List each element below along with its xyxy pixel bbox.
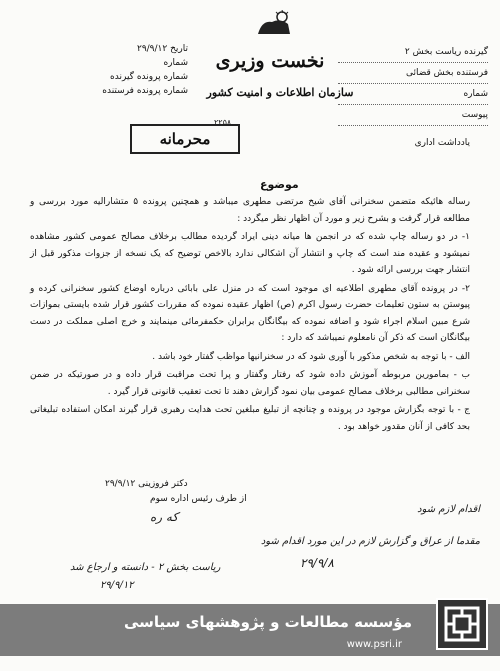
header-left-fields [18, 42, 188, 98]
paragraph-intro: رساله هائیکه متضمن سخنرانی آقای شیخ مرتضی مطهری میباشد و همچنین پرونده ۵ متشارالیه مورد بررسی و مطالعه قرار گرفت و بشرح زیر و مورد آن اظهار نظر میگردد : [30, 197, 470, 224]
stamp-number: ۲۲۵۸ [214, 118, 232, 127]
psri-logo-mark [438, 600, 486, 648]
sender-file-field: شماره پرونده فرستنده [102, 86, 188, 96]
date-field: تاریخ ۲۹/۹/۱۲ [136, 44, 188, 54]
receiver-file-field: شماره پرونده گیرنده [110, 72, 188, 82]
institute-name: مؤسسه مطالعات و پژوهشهای سیاسی [123, 613, 412, 631]
stamp-text: محرمانه [159, 130, 211, 148]
handwritten-note-top: اقدام لازم شود [417, 504, 480, 515]
document-body [30, 194, 470, 437]
handwritten-date-two: ۲۹/۹/۸ [300, 556, 334, 570]
organization-name: سازمان اطلاعات و امنیت کشور [206, 86, 354, 99]
institute-url[interactable]: www.psri.ir [346, 639, 402, 650]
paragraph-c: ج - با توجه بگزارش موجود در پرونده و چنانچه از تبلیغ مبلغین تحت هدایت رهبری قرار گیرند امکان استفاده تبلیغاتی بحد کافی از آنان مقدور خواهد بود . [30, 405, 470, 432]
signature-organization: از طرف رئیس اداره سوم [150, 494, 247, 504]
handwritten-note-main: مقدما از عراق و گزارش لازم در این مورد اقدام شود [260, 536, 480, 547]
paragraph-a: الف - با توجه به شخص مذکور با آوری شود که در سخنرانیها مواظب گفتار خود باشد . [152, 351, 470, 362]
handwritten-date-one: ۲۹/۹/۱۲ [100, 580, 134, 591]
lion-and-sun-emblem [252, 10, 296, 38]
header-right-fields [338, 42, 488, 126]
ministry-title: نخست وزیری [215, 50, 325, 72]
paragraph-2: ۲- در پرونده آقای مطهری اطلاعیه ای موجود است که در منزل علی بابائی درباره اوضاع کشور سخنرانی کرده و پیوستن به ستون تعلیمات حضرت رسول اکرم (ص) اظهار عقیده نموده که مقررات کشور قرار شده بایستی بموازات شرع مبین اسلام اجراء شود و اضافه نموده که بیگانگان برابران حکمفرمائی مینمایند و خرج اصلی مملکت در دست بیگانگان است که ذکر آن نامعلوم نمیباشد که دارد : [30, 283, 470, 343]
confidential-stamp [130, 124, 240, 154]
archive-label: یادداشت اداری [414, 138, 470, 148]
subject-heading: موضوع [260, 178, 299, 191]
sender-field: فرستنده بخش قضائی [338, 63, 488, 84]
reference-number-field: شماره [338, 84, 488, 105]
number-field: شماره [163, 58, 188, 68]
handwritten-note-mid: که ره [150, 510, 179, 524]
paragraph-1: ۱- در دو رساله چاپ شده که در انجمن ها میانه دینی ایراد گردیده مطالب برخلاف مصالح عمومی کشور مشاهده نمیشود و عقیده مند است که چاپ و انتشار آن اشکالی ندارد بالاخص توضیح که یک نسخه از جزوات مذکور قبل از انتشار جهت بررسی ارائه شود . [30, 232, 470, 275]
receiver-field: گیرنده ریاست بخش ۲ [338, 42, 488, 63]
paragraph-b: ب - بمامورین مربوطه آموزش داده شود که رفتار وگفتار و پرا تحت مراقبت قرار داده و در صورتیکه در ضمن سخنرانی مطالبی برخلاف مصالح عمومی بیان نمود گزارش دهند تا تحت تعقیب قانونی قرار گیرد . [30, 370, 470, 397]
typed-signature: دکتر فروزینی ۲۹/۹/۱۲ [105, 479, 188, 489]
psri-logo [436, 598, 488, 650]
handwritten-note-sign: ریاست بخش ۲ - دانسته و ارجاع شد [70, 562, 221, 573]
attachment-field: پیوست [338, 105, 488, 126]
